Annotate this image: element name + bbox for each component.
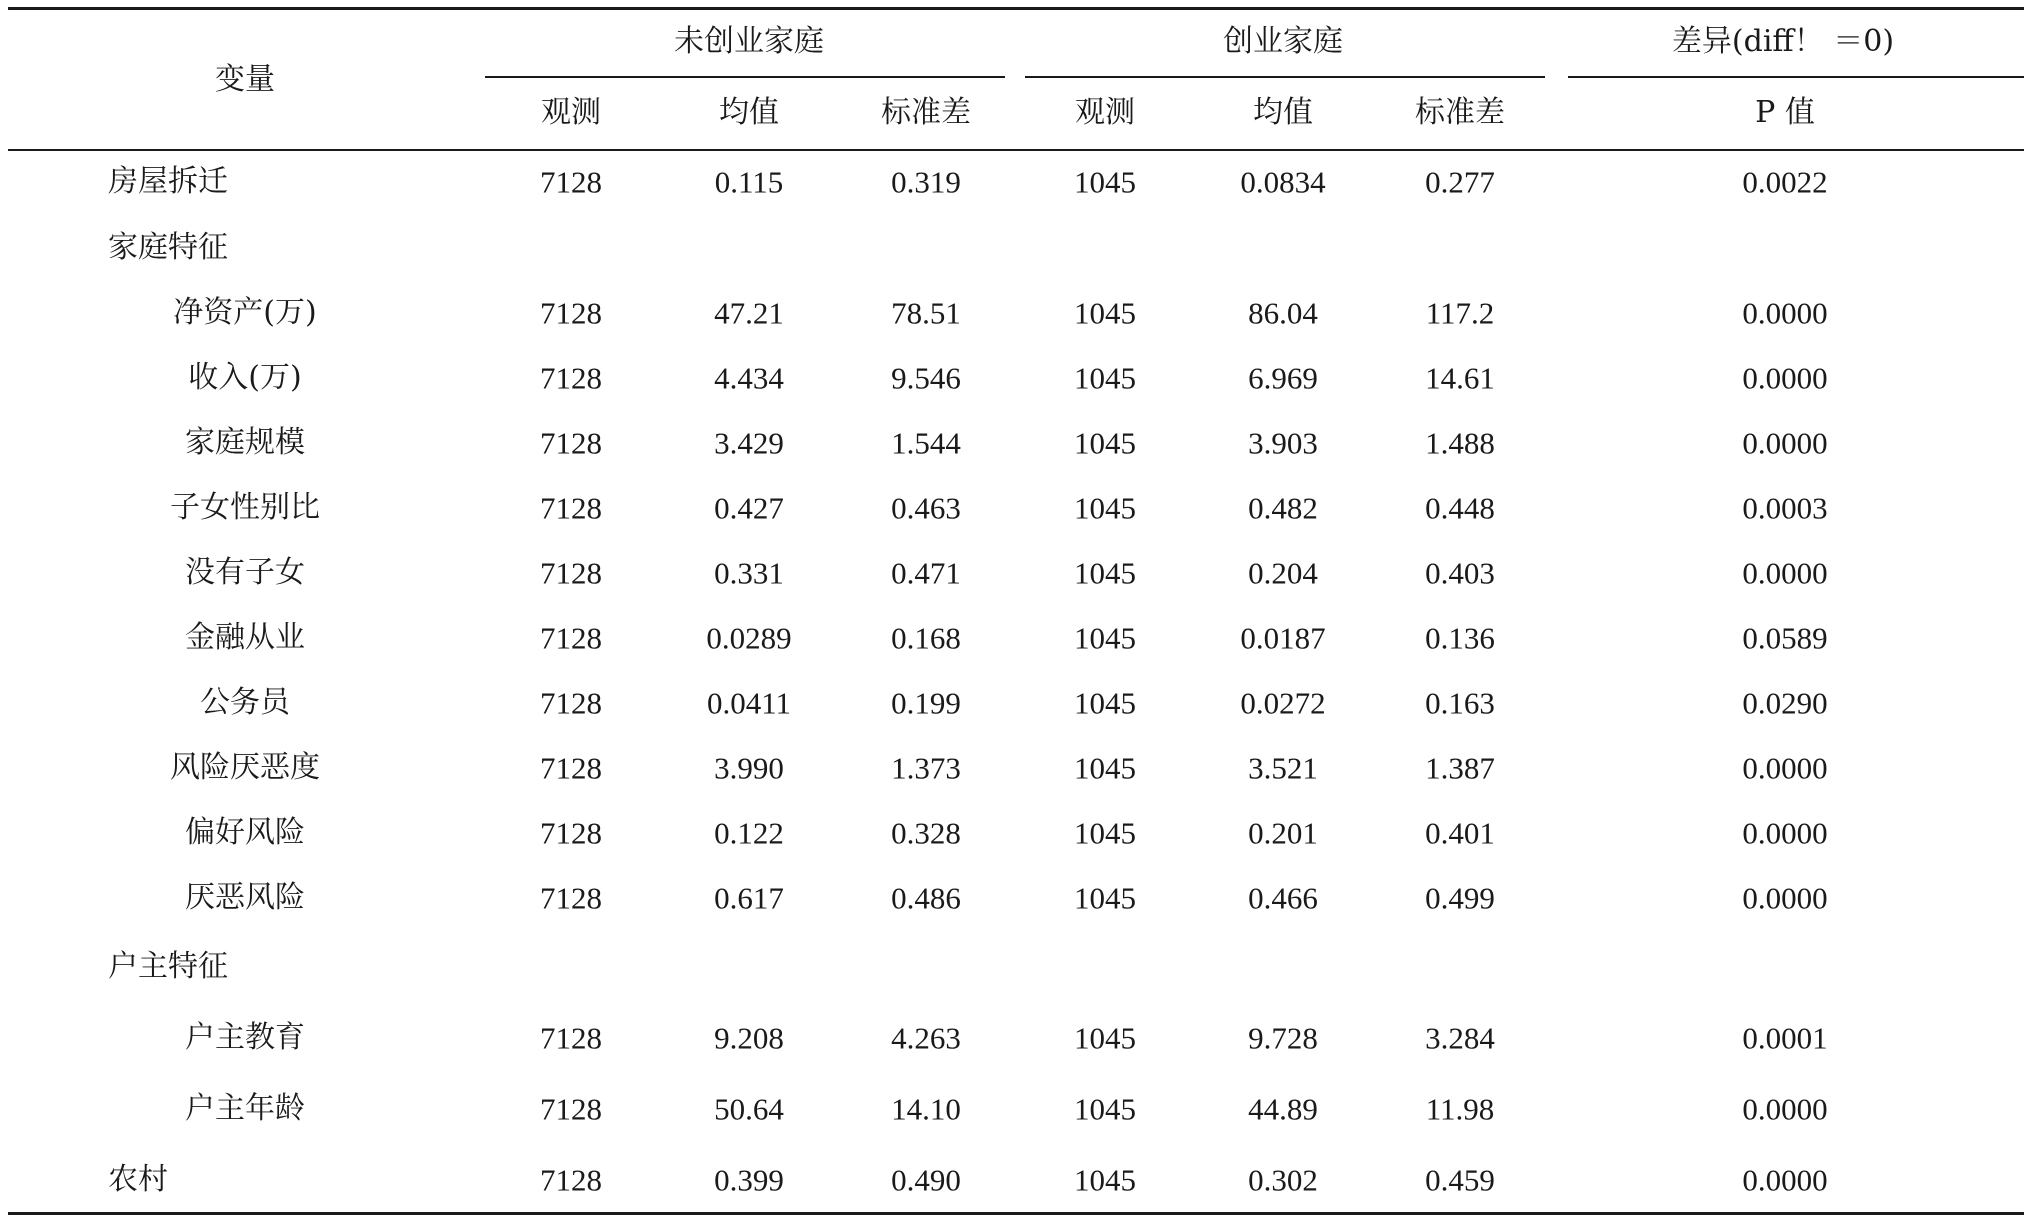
table-cell: 0.277 — [1425, 164, 1495, 200]
table-cell: 7128 — [540, 555, 602, 591]
table-cell: 7128 — [540, 1020, 602, 1056]
table-cell: 0.0834 — [1240, 164, 1326, 200]
table-cell: 7128 — [540, 685, 602, 721]
table-cell: 0.0003 — [1742, 490, 1828, 526]
table-cell: 3.284 — [1425, 1020, 1495, 1056]
row-label: 家庭规模 — [185, 425, 305, 460]
table-cell: 0.204 — [1248, 555, 1318, 591]
table-cell: 0.199 — [891, 685, 961, 721]
table-cell: 0.122 — [714, 815, 784, 851]
table-cell: 0.0187 — [1240, 620, 1326, 656]
row-label: 房屋拆迁 — [108, 164, 228, 199]
row-label: 偏好风险 — [185, 815, 305, 850]
header-sub-obs-2: 观测 — [1075, 95, 1135, 130]
table-cell: 0.499 — [1425, 880, 1495, 916]
group-rule-entre — [1025, 76, 1545, 78]
table-cell: 1045 — [1074, 750, 1136, 786]
table-cell: 7128 — [540, 1091, 602, 1127]
section-label: 家庭特征 — [108, 230, 228, 265]
table-cell: 9.728 — [1248, 1020, 1318, 1056]
table-cell: 6.969 — [1248, 360, 1318, 396]
table-cell: 1045 — [1074, 164, 1136, 200]
table-cell: 0.0000 — [1742, 295, 1828, 331]
table-cell: 44.89 — [1248, 1091, 1318, 1127]
table-cell: 0.168 — [891, 620, 961, 656]
row-label: 户主年龄 — [185, 1091, 305, 1126]
table-cell: 1045 — [1074, 1091, 1136, 1127]
table-cell: 0.0000 — [1742, 555, 1828, 591]
table-cell: 0.163 — [1425, 685, 1495, 721]
table-cell: 50.64 — [714, 1091, 784, 1127]
table-cell: 0.136 — [1425, 620, 1495, 656]
table-cell: 0.427 — [714, 490, 784, 526]
table-cell: 0.0411 — [706, 685, 792, 721]
table-cell: 7128 — [540, 815, 602, 851]
table-cell: 7128 — [540, 620, 602, 656]
table-cell: 0.0000 — [1742, 1091, 1828, 1127]
table-cell: 0.328 — [891, 815, 961, 851]
table-cell: 1.488 — [1425, 425, 1495, 461]
table-cell: 1045 — [1074, 425, 1136, 461]
row-label: 风险厌恶度 — [170, 750, 320, 785]
table-cell: 7128 — [540, 164, 602, 200]
header-sub-sd-1: 标准差 — [881, 95, 971, 130]
table-cell: 0.115 — [714, 164, 784, 200]
row-label: 收入(万) — [188, 360, 302, 395]
table-cell: 0.463 — [891, 490, 961, 526]
table-cell: 47.21 — [714, 295, 784, 331]
table-cell: 1045 — [1074, 555, 1136, 591]
table-cell: 0.0022 — [1742, 164, 1828, 200]
header-sub-mean-2: 均值 — [1253, 95, 1313, 130]
table-cell: 0.0000 — [1742, 425, 1828, 461]
header-variable: 变量 — [215, 62, 275, 97]
table-cell: 7128 — [540, 360, 602, 396]
row-label: 公务员 — [200, 685, 290, 720]
header-sub-sd-2: 标准差 — [1415, 95, 1505, 130]
table-cell: 1045 — [1074, 880, 1136, 916]
table-cell: 0.0272 — [1240, 685, 1326, 721]
table-cell: 4.434 — [714, 360, 784, 396]
header-group-entre: 创业家庭 — [1223, 24, 1343, 59]
header-sub-mean-1: 均值 — [719, 95, 779, 130]
table-cell: 1045 — [1074, 815, 1136, 851]
row-label: 没有子女 — [185, 555, 305, 590]
table-cell: 0.0589 — [1742, 620, 1828, 656]
table-cell: 117.2 — [1425, 295, 1495, 331]
bottom-rule — [8, 1212, 2024, 1215]
table-cell: 0.331 — [714, 555, 784, 591]
group-rule-nonentre — [485, 76, 1005, 78]
table-cell: 1045 — [1074, 1162, 1136, 1198]
table-cell: 7128 — [540, 425, 602, 461]
table-cell: 0.403 — [1425, 555, 1495, 591]
table-cell: 0.466 — [1248, 880, 1318, 916]
table-cell: 3.429 — [714, 425, 784, 461]
table-cell: 1.373 — [891, 750, 961, 786]
header-sub-pvalue: P 值 — [1755, 95, 1815, 130]
table-cell: 1045 — [1074, 685, 1136, 721]
table-cell: 0.401 — [1425, 815, 1495, 851]
row-label: 户主教育 — [185, 1020, 305, 1055]
table-cell: 0.471 — [891, 555, 961, 591]
top-rule — [8, 7, 2024, 10]
table-cell: 0.0000 — [1742, 360, 1828, 396]
table-cell: 0.459 — [1425, 1162, 1495, 1198]
table-cell: 0.482 — [1248, 490, 1318, 526]
table-cell: 1045 — [1074, 620, 1136, 656]
table-cell: 0.0000 — [1742, 750, 1828, 786]
row-label: 金融从业 — [185, 620, 305, 655]
table-cell: 1045 — [1074, 1020, 1136, 1056]
table-cell: 0.302 — [1248, 1162, 1318, 1198]
table-cell: 0.0000 — [1742, 880, 1828, 916]
table-cell: 1045 — [1074, 360, 1136, 396]
row-label: 净资产(万) — [173, 295, 317, 330]
table-cell: 0.0001 — [1742, 1020, 1828, 1056]
table-cell: 1.544 — [891, 425, 961, 461]
header-group-nonentre: 未创业家庭 — [674, 24, 824, 59]
table-cell: 0.319 — [891, 164, 961, 200]
table-cell: 1.387 — [1425, 750, 1495, 786]
section-label: 户主特征 — [108, 949, 228, 984]
table-cell: 7128 — [540, 880, 602, 916]
table-cell: 0.617 — [714, 880, 784, 916]
table-cell: 3.903 — [1248, 425, 1318, 461]
table-cell: 3.521 — [1248, 750, 1318, 786]
table-cell: 4.263 — [891, 1020, 961, 1056]
table-cell: 0.486 — [891, 880, 961, 916]
table-cell: 14.61 — [1425, 360, 1495, 396]
table-cell: 7128 — [540, 1162, 602, 1198]
table-cell: 0.0000 — [1742, 815, 1828, 851]
table-cell: 11.98 — [1425, 1091, 1495, 1127]
table-cell: 9.208 — [714, 1020, 784, 1056]
table-cell: 1045 — [1074, 295, 1136, 331]
table-cell: 1045 — [1074, 490, 1136, 526]
table-cell: 0.399 — [714, 1162, 784, 1198]
header-rule — [8, 149, 2024, 151]
table-cell: 7128 — [540, 295, 602, 331]
group-rule-diff — [1568, 76, 2024, 78]
table-cell: 78.51 — [891, 295, 961, 331]
row-label: 农村 — [108, 1162, 168, 1197]
table-cell: 86.04 — [1248, 295, 1318, 331]
header-sub-obs-1: 观测 — [541, 95, 601, 130]
table-cell: 3.990 — [714, 750, 784, 786]
table-cell: 0.490 — [891, 1162, 961, 1198]
row-label: 子女性别比 — [170, 490, 320, 525]
table-cell: 7128 — [540, 750, 602, 786]
table-cell: 14.10 — [891, 1091, 961, 1127]
table-cell: 0.0289 — [706, 620, 792, 656]
table-cell: 0.201 — [1248, 815, 1318, 851]
row-label: 厌恶风险 — [185, 880, 305, 915]
table-cell: 0.0000 — [1742, 1162, 1828, 1198]
table-cell: 9.546 — [891, 360, 961, 396]
table-cell: 7128 — [540, 490, 602, 526]
header-group-diff: 差异(diff！ ＝0) — [1671, 24, 1895, 59]
table-cell: 0.448 — [1425, 490, 1495, 526]
table-cell: 0.0290 — [1742, 685, 1828, 721]
